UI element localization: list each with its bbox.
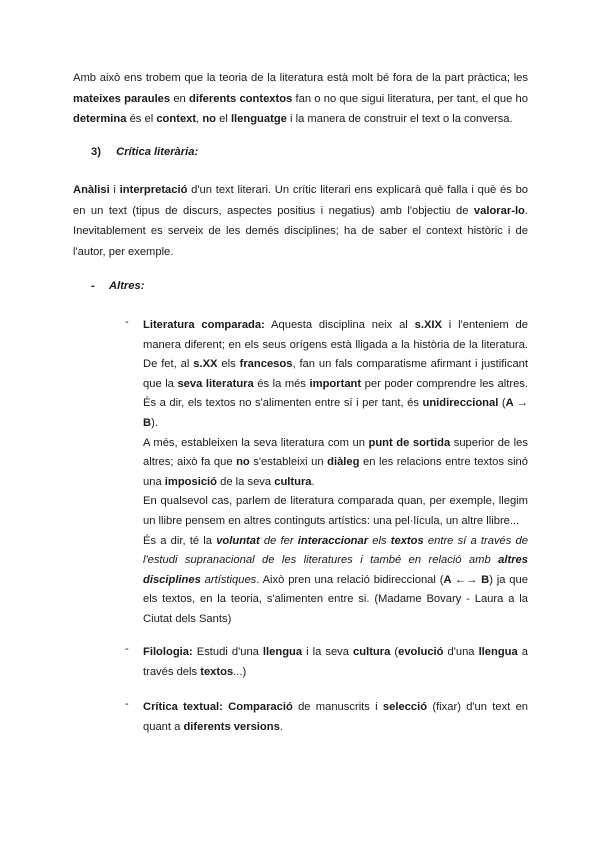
text-run: de manuscrits i — [292, 701, 383, 713]
text-run: el — [216, 113, 231, 126]
text-run: de fer — [259, 534, 298, 547]
intro-paragraph — [73, 68, 528, 130]
text-run: important — [309, 377, 362, 390]
text-run: A → B — [143, 397, 528, 429]
section-number: 3) — [91, 146, 101, 158]
text-run: llenguatge — [230, 113, 287, 126]
text-run: unidireccional — [422, 397, 499, 410]
text-run: context — [156, 113, 197, 126]
text-run: s'estableixi un — [249, 456, 328, 469]
list-bullet: - — [125, 698, 129, 710]
text-run: Aquesta disciplina neix al — [264, 319, 415, 331]
text-run: llengua — [478, 646, 518, 658]
text-run: superior de les altres; això fa que — [143, 436, 528, 469]
text-run: d'un text literari. Un crític literari ens explicarà què falla i què és bo en un text (tipus de discurs, aspectes positius i negatius) amb l'objectiu de — [73, 184, 529, 217]
text-run: Estudi d'una — [192, 646, 263, 658]
text-run: . Inevitablement es serveix de les demés disciplines; ha de saber el context històric i de l'autor, per exemple. — [73, 204, 528, 258]
text-run: En qualsevol cas, parlem de literatura comparada quan, per exemple, llegim un llibre pensem en altres continguts artístics: una pel·lícula, un altre llibre... — [143, 495, 528, 527]
text-run: en — [170, 92, 189, 105]
text-run: selecció — [382, 701, 428, 713]
altres-heading: Altres: — [109, 280, 145, 292]
list-bullet: - — [125, 643, 129, 655]
text-run: . — [311, 475, 315, 488]
text-run: fan o no que sigui literatura, per tant, el que ho — [292, 92, 528, 105]
text-run: diferents versions — [183, 720, 280, 733]
text-run: no — [202, 113, 217, 126]
text-run: determina — [73, 113, 127, 126]
text-run: artístiques — [200, 573, 257, 586]
text-run: els — [368, 534, 391, 547]
text-run: és el — [126, 113, 157, 126]
text-run: Amb això ens trobem que la teoria de la literatura està molt bé fora de la part pràctica; les — [73, 72, 528, 84]
text-run: diferents contextos — [189, 92, 293, 105]
list-item-filologia — [143, 643, 528, 682]
text-run: . Això pren una relació bidireccional ( — [256, 573, 444, 586]
text-run: cultura — [353, 646, 391, 658]
item-paragraph — [143, 698, 528, 737]
text-run: Anàlisi — [73, 184, 110, 196]
text-run: valorar-lo — [473, 204, 525, 217]
text-run: A ←→ B — [443, 573, 490, 586]
item-paragraph — [143, 532, 528, 630]
text-run: entre sí a través de l'estudi supranacional de les literatures i també en relació amb — [143, 534, 528, 567]
text-run: ( — [498, 397, 506, 410]
text-run: ...) — [233, 665, 247, 678]
text-run: a través dels — [143, 646, 528, 678]
text-run: punt de sortida — [368, 436, 451, 449]
text-run: ) ja que els textos, en la teoria, s'alimenten entre si. (Madame Bovary - Laura a la Ciutat dels Sants) — [143, 573, 528, 625]
text-run: s.XIX — [414, 319, 442, 331]
text-run: , fan un fals comparatisme afirmant i justificant que la — [143, 358, 528, 390]
list-item-critica-textual — [143, 698, 528, 737]
section-title: Crítica literària: — [116, 146, 199, 158]
text-run: evolució — [398, 646, 444, 658]
text-run: francesos — [239, 358, 293, 371]
text-run: d'una — [443, 646, 479, 658]
item-paragraph — [143, 492, 528, 531]
text-run: imposició — [164, 475, 217, 488]
text-run: i la manera de construir el text o la conversa. — [286, 113, 513, 126]
text-run: Comparació — [228, 701, 293, 713]
text-run: llengua — [262, 646, 303, 658]
text-run: Crítica textual: — [143, 701, 223, 713]
text-run: . — [279, 720, 283, 733]
text-run: per poder comprendre les altres. És a dir, els textos no s'alimenten entre sí i per tant, és — [143, 377, 528, 410]
text-run: s.XX — [193, 358, 218, 371]
text-run: diàleg — [327, 456, 360, 469]
list-bullet: - — [125, 316, 129, 328]
text-run: ( — [390, 646, 399, 658]
text-run: textos — [200, 665, 234, 678]
text-run: , — [196, 113, 203, 126]
text-run: i — [109, 184, 120, 196]
text-run: voluntat — [216, 534, 260, 547]
text-run: en les relacions entre textos sinó una — [143, 456, 528, 488]
text-run: altres disciplines — [143, 554, 528, 586]
text-run: cultura — [274, 475, 312, 488]
text-run: (fixar) d'un text en quant a — [143, 701, 529, 733]
item-paragraph — [143, 643, 528, 682]
text-run: textos — [390, 534, 424, 547]
text-run: mateixes paraules — [73, 92, 171, 105]
text-run: Filologia: — [143, 646, 193, 658]
text-run: i l'enteniem de manera diferent; en els seus orígens està lligada a la història de la literatura. De fet, al — [143, 319, 529, 371]
bullet-altres: - — [91, 280, 95, 292]
list-item-literatura-comparada — [143, 316, 528, 630]
text-run: És a dir, té la — [143, 534, 217, 547]
text-run: A més, estableixen la seva literatura com un — [143, 436, 369, 449]
item-paragraph — [143, 434, 528, 493]
critica-paragraph — [73, 180, 528, 262]
text-run: i la seva — [302, 646, 354, 658]
text-run: és la més — [253, 377, 310, 390]
text-run: els — [217, 358, 240, 371]
text-run: no — [236, 456, 250, 469]
section-heading-critica — [91, 146, 198, 158]
text-run: Literatura comparada: — [143, 319, 265, 331]
text-run: de la seva — [217, 475, 275, 488]
text-run: interaccionar — [297, 534, 369, 547]
text-run: ). — [151, 416, 158, 429]
text-run: seva literatura — [177, 377, 254, 390]
text-run: interpretació — [119, 184, 188, 196]
item-paragraph — [143, 316, 528, 434]
